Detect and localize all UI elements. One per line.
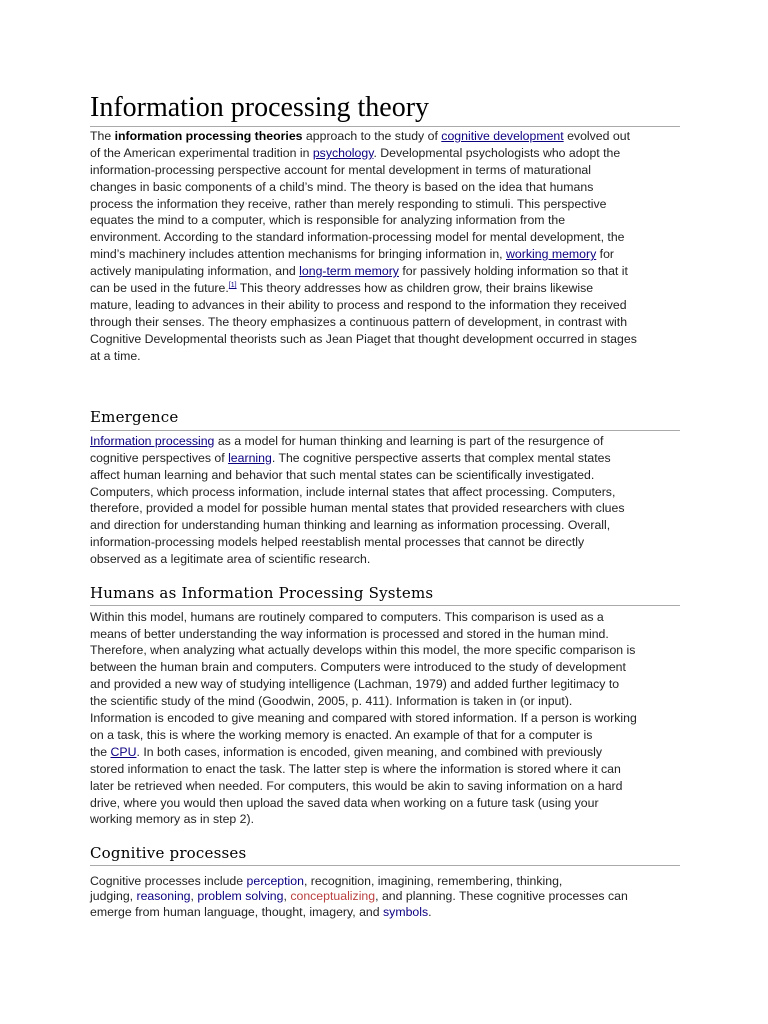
text-line: stored information to enact the task. The latter step is where the information is stored where it can: [90, 762, 621, 776]
link-working-memory[interactable]: working memory: [506, 247, 597, 261]
link-learning[interactable]: learning: [228, 451, 272, 465]
link-long-term-memory[interactable]: long-term memory: [299, 264, 399, 278]
link-symbols[interactable]: symbols: [383, 905, 429, 919]
text-line: [90, 263, 628, 280]
text-run: can be used in the future.: [90, 281, 229, 295]
link-cpu[interactable]: CPU: [110, 745, 137, 759]
text-line: [90, 145, 620, 162]
bold-term: information processing theories: [114, 129, 303, 143]
text-line: environment. According to the standard information-processing model for mental development, the: [90, 230, 625, 244]
section-heading-humans: Humans as Information Processing Systems: [90, 584, 434, 602]
text-line: on a task, this is where the working memory is enacted. An example of that for a computer is: [90, 728, 593, 742]
text-line: process the information they receive, rather than merely responding to stimuli. This perspective: [90, 197, 607, 211]
text-line: equates the mind to a computer, which is responsible for analyzing information from the: [90, 213, 566, 227]
text-line: [90, 744, 602, 761]
link-psychology[interactable]: psychology: [312, 146, 374, 160]
text-line: [90, 246, 614, 263]
text-run: judging,: [90, 889, 137, 903]
text-line: [90, 433, 603, 450]
text-line: the scientific study of the mind (Goodwin, 2005, p. 411). Information is taken in (or input).: [90, 694, 573, 708]
text-line: information-processing models helped reestablish mental processes that cannot be directly: [90, 535, 585, 549]
text-run: This theory addresses how as children grow, their brains likewise: [236, 281, 594, 295]
text-line: through their senses. The theory emphasizes a continuous pattern of development, in contrast with: [90, 315, 628, 329]
text-line: Cognitive Developmental theorists such as Jean Piaget that thought development occurred in stages: [90, 332, 637, 346]
text-line: information-processing perspective account for mental development in terms of maturational: [90, 163, 592, 177]
text-line: Therefore, when analyzing what actually develops within this model, the more specific comparison is: [90, 643, 636, 657]
text-line: observed as a legitimate area of scientific research.: [90, 552, 371, 566]
link-cognitive-development[interactable]: cognitive development: [441, 129, 564, 143]
text-run: . Developmental psychologists who adopt the: [373, 146, 621, 160]
page-title: Information processing theory: [90, 92, 430, 123]
text-run: . In both cases, information is encoded, given meaning, and combined with previously: [136, 745, 602, 759]
link-information-processing[interactable]: Information processing: [90, 434, 215, 448]
text-run: .: [428, 905, 432, 919]
text-run: ,: [190, 889, 198, 903]
text-line: therefore, provided a model for possible human mental states that provided researchers with clues: [90, 501, 625, 515]
text-line: drive, where you would then upload the saved data when working on a future task (using your: [90, 796, 599, 810]
text-line: and provided a new way of studying intelligence (Lachman, 1979) and added further legitimacy to: [90, 677, 620, 691]
section-divider: [90, 865, 680, 866]
text-run: for: [596, 247, 615, 261]
section-heading-emergence: Emergence: [90, 408, 179, 426]
text-line: [90, 128, 630, 145]
text-line: Within this model, humans are routinely compared to computers. This comparison is used as a: [90, 610, 604, 624]
section-divider: [90, 605, 680, 606]
text-line: affect human learning and behavior that such mental states can be scientifically investigated.: [90, 468, 595, 482]
text-line: changes in basic components of a child’s mind. The theory is based on the idea that humans: [90, 180, 594, 194]
link-perception[interactable]: perception: [246, 874, 304, 888]
title-divider: [90, 126, 680, 127]
text-line: [90, 888, 628, 905]
section-heading-cognitive-processes: Cognitive processes: [90, 844, 247, 862]
text-run: evolved out: [563, 129, 630, 143]
text-run: . The cognitive perspective asserts that complex mental states: [271, 451, 611, 465]
section-divider: [90, 430, 680, 431]
text-line: working memory as in step 2).: [90, 812, 255, 826]
text-line: later be retrieved when needed. For computers, this would be akin to saving information on a hard: [90, 779, 623, 793]
text-line: at a time.: [90, 349, 141, 363]
text-line: [90, 904, 432, 921]
text-run: , and planning. These cognitive processes can: [375, 889, 628, 903]
text-run: approach to the study of: [302, 129, 442, 143]
text-run: actively manipulating information, and: [90, 264, 300, 278]
text-run: cognitive perspectives of: [90, 451, 229, 465]
text-line: [90, 450, 611, 467]
link-problem-solving[interactable]: problem solving: [197, 889, 284, 903]
text-line: means of better understanding the way information is processed and stored in the human mind.: [90, 627, 609, 641]
link-reasoning[interactable]: reasoning: [136, 889, 191, 903]
text-line: Computers, which process information, include internal states that affect processing. Computers,: [90, 485, 616, 499]
text-run: emerge from human language, thought, imagery, and: [90, 905, 384, 919]
text-line: mature, leading to advances in their ability to process and respond to the information they received: [90, 298, 627, 312]
text-run: Cognitive processes include: [90, 874, 247, 888]
text-run: the: [90, 745, 111, 759]
text-run: mind’s machinery includes attention mechanisms for bringing information in,: [90, 247, 507, 261]
text-run: for passively holding information so that it: [398, 264, 628, 278]
text-line: between the human brain and computers. Computers were introduced to the study of development: [90, 660, 626, 674]
text-line: and direction for understanding human thinking and learning as information processing. Overall,: [90, 518, 611, 532]
text-run: ,: [283, 889, 291, 903]
text-run: as a model for human thinking and learning is part of the resurgence of: [214, 434, 604, 448]
text-line: [90, 280, 593, 297]
link-conceptualizing[interactable]: conceptualizing: [290, 889, 376, 903]
text-run: of the American experimental tradition in: [90, 146, 313, 160]
citation-link[interactable]: [1]: [228, 281, 237, 289]
text-run: The: [90, 129, 115, 143]
text-run: , recognition, imagining, remembering, thinking,: [303, 874, 563, 888]
text-line: Information is encoded to give meaning and compared with stored information. If a person is working: [90, 711, 637, 725]
